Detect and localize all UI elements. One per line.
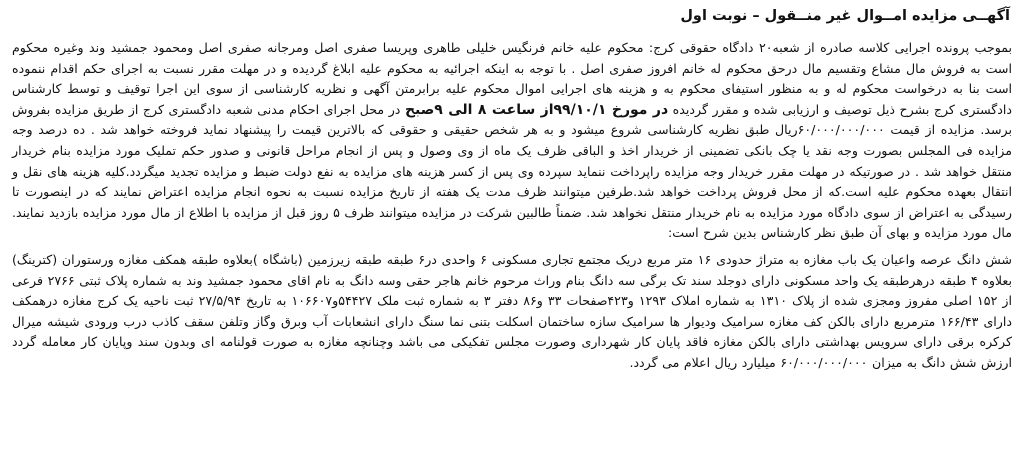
auction-date-time: در مورخ ۹۹/۱۰/۱از ساعت ۸ الی ۹صبح (404, 101, 669, 118)
notice-paragraph-terms (12, 38, 1012, 244)
notice-title: آگهــی مزایده امــوال غیر منــقول – نوبت اول (680, 8, 1010, 24)
terms-text-after: در محل اجرای احکام مدنی شعبه دادگستری کرج از طریق مزایده بفروش برسد. مزایده از قیمت ۶۰/۰۰۰/۰۰۰/۰۰۰ریال طبق نظریه کارشناسی شروع میشود و به هر شخص حقیقی و حقوقی که بالاترین قیمت را پیشنهاد نماید فروخته خواهد شد . ده درصد وجه مزایده فی المجلس بصورت وجه نقد یا چک بانکی تضمینی از خریدار اخذ و الباقی ظرف یک ماه از وی وصول و پس از انجام مراحل قانونی و صدور حکم تملیک مورد مزایده بنام خریدار منتقل خواهد شد . در صورتیکه در مهلت مقرر خریدار وجه مزایده راپرداخت ننماید سپرده وی پس از کسر هزینه های مزایده به نفع دولت ضبط و مزایده تجدید میگردد.کلیه هزینه های نقل و انتقال بعهده محکوم علیه است.که از محل فروش پرداخت خواهد شد.طرفین میتوانند ظرف مدت یک هفته از تاریخ مزایده نسبت به نحوه انجام مزایده اعتراض نمایند که در اینصورت تا رسیدگی به اعتراض از سوی دادگاه مورد مزایده به نام خریدار منتقل نخواهد شد. ضمناً طالبین شرکت در مزایده میتوانند ظرف ۵ روز قبل از مزایده با اطلاع از مال مورد مزایده بازدید نمایند. مال مورد مزایده و بهای آن طبق نظر کارشناس بدین شرح است: (12, 101, 1012, 241)
terms-text-before: بموجب پرونده اجرایی کلاسه صادره از شعبه۲۰ دادگاه حقوقی کرج: محکوم علیه خانم فرنگیس خلیلی طاهری وپریسا صفری اصل ومرجانه صفری اصل ومحمود جمشید وند وغیره محکوم است به فروش مال مشاع وتقسیم مال درحق محکوم له خانم افروز صفری اصل . با توجه به اینکه اجرائیه به محکوم علیه ابلاغ گردیده و در مهلت مقرر نسبت به اجرای حکم اقدام ننموده است بنا به درخواست محکوم له و به منظور استیفای محکوم به و هزینه های اجرایی اموال محکوم علیه برابرمتن آگهی و نظریه کارشناسی از سوی این اجرا توقیف و توسط کارشناس دادگستری کرج بشرح ذیل توصیف و ارزیابی شده و مقرر گردیده (12, 40, 1013, 117)
notice-paragraph-property: شش دانگ عرصه واعیان یک باب مغازه به متراژ حدودی ۱۶ متر مربع دریک مجتمع تجاری مسکونی ۶ واحدی در۶ طبقه طبقه زیرزمین (باشگاه )بعلاوه طبقه همکف مغازه ورستوران (کترینگ) بعلاوه ۴ طبقه درهرطبقه یک واحد مسکونی دارای دوجلد سند تک برگی سه دانگ بنام وراث مرحوم خانم هاجر حقی وسه دانگ به نام اقای محمود جمشید وند به شماره پلاک ثبتی ۲۷۶۶ فرعی از ۱۵۲ اصلی مفروز ومجزی شده از پلاک ۱۳۱۰ به شماره املاک ۱۲۹۳ و۴۲۳صفحات ۳۳ و۸۶ دفتر ۳ به شماره ثبت ملک ۵۴۴۲۷و۱۰۶۶۰۷ به تاریخ ۲۷/۵/۹۴ ثبت ناحیه یک کرج مغازه درهمکف دارای ۱۶۶/۴۳ مترمربع دارای بالکن کف مغازه سرامیک ودیوار ها سرامیک سازه ساختمان اسکلت بتنی نما سنگ دارای انشعابات آب وبرق وگاز وتلفن سقف کاذب درب ورودی شیشه میرال کرکره برقی دارای سرویس بهداشتی دارای بالکن مغازه فاقد پایان کار شهرداری وصورت مجلس تفکیکی می باشد وچنانچه مغازه به صورت قولنامه ای وبدون سند وپایان کار معامله گردد ارزش شش دانگ به میزان ۶۰/۰۰۰/۰۰۰/۰۰۰ میلیارد ریال اعلام می گردد. (12, 251, 1013, 370)
